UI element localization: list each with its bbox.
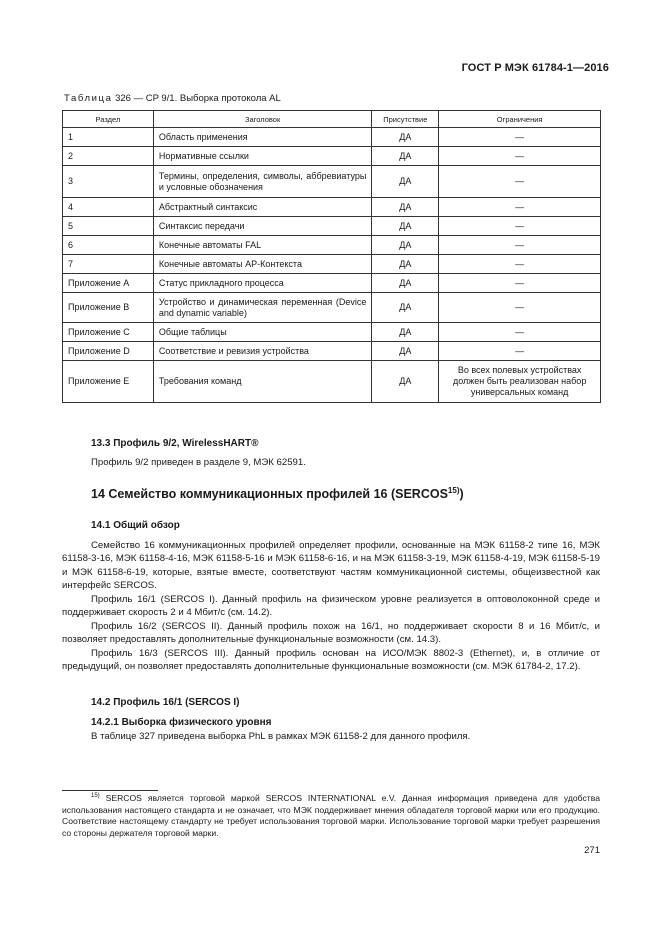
table-row — [63, 255, 601, 274]
cell-presence: ДА — [372, 274, 439, 293]
protocol-selection-table — [62, 110, 601, 403]
cell-title: Конечные автоматы AP-Контекста — [153, 255, 371, 274]
cell-section: 5 — [63, 217, 154, 236]
standard-designation: ГОСТ Р МЭК 61784-1—2016 — [461, 62, 609, 74]
section-14-2-heading: 14.2 Профиль 16/1 (SERCOS I) — [91, 697, 240, 708]
section-14-2-1-text: В таблице 327 приведена выборка PhL в рамках МЭК 61158-2 для данного профиля. — [91, 731, 471, 742]
cell-constraints: — — [439, 147, 601, 166]
table-row — [63, 128, 601, 147]
footnote-reference: 15) — [447, 485, 460, 495]
table-row — [63, 323, 601, 342]
cell-section: Приложение A — [63, 274, 154, 293]
column-header-presence: Присутствие — [372, 111, 439, 128]
table-row — [63, 342, 601, 361]
table-row — [63, 166, 601, 198]
table-caption-prefix: Таблица — [64, 93, 113, 104]
cell-title: Конечные автоматы FAL — [153, 236, 371, 255]
section-14-heading-text: 14 Семейство коммуникационных профилей 16 (SERCOS — [91, 487, 448, 501]
cell-title: Абстрактный синтаксис — [153, 198, 371, 217]
cell-section: 3 — [63, 166, 154, 198]
cell-section: 1 — [63, 128, 154, 147]
section-14-2-1-heading: 14.2.1 Выборка физического уровня — [91, 717, 272, 728]
cell-section: 7 — [63, 255, 154, 274]
cell-presence: ДА — [372, 166, 439, 198]
cell-title: Область применения — [153, 128, 371, 147]
table-row — [63, 198, 601, 217]
cell-constraints: — — [439, 255, 601, 274]
section-14-1-paragraph-4: Профиль 16/3 (SERCOS III). Данный профиль основан на ИСО/МЭК 8802-3 (Ethernet), и, в отличие от предыдущий, он позволяет предоставлять дополнительные функциональные возможности (см. МЭК 61784-2, 17.2). — [62, 648, 600, 673]
cell-constraints: — — [439, 293, 601, 323]
cell-title: Статус прикладного процесса — [153, 274, 371, 293]
cell-section: Приложение D — [63, 342, 154, 361]
table-row — [63, 293, 601, 323]
cell-title: Общие таблицы — [153, 323, 371, 342]
table-caption-text: 326 — CP 9/1. Выборка протокола AL — [112, 93, 281, 104]
cell-presence: ДА — [372, 293, 439, 323]
cell-constraints: — — [439, 166, 601, 198]
cell-section: Приложение B — [63, 293, 154, 323]
footnote-separator — [62, 790, 158, 791]
cell-presence: ДА — [372, 255, 439, 274]
cell-section: 2 — [63, 147, 154, 166]
cell-constraints: — — [439, 274, 601, 293]
footnote-text: SERCOS является торговой маркой SERCOS INTERNATIONAL e.V. Данная информация приведена для удобства использования настоящего стандарта и не означает, что МЭК поддерживает мнения обладателя торговой марки или его продукцию. Соответствие настоящему стандарту не требует использования торговой марки. Использование торговой марки требует разрешения со стороны держателя торговой марки. — [62, 793, 600, 838]
cell-section: 4 — [63, 198, 154, 217]
column-header-constraints: Ограничения — [439, 111, 601, 128]
cell-presence: ДА — [372, 198, 439, 217]
cell-presence: ДА — [372, 236, 439, 255]
section-14-heading-end: ) — [459, 487, 464, 501]
section-14-1-paragraph-2: Профиль 16/1 (SERCOS I). Данный профиль на физическом уровне реализуется в оптоволоконной среде и поддерживает скорость 2 и 4 Мбит/с (см. 14.2). — [62, 594, 600, 619]
table-row — [63, 361, 601, 403]
table-caption — [64, 93, 281, 104]
table-header-row — [63, 111, 601, 128]
cell-presence: ДА — [372, 342, 439, 361]
cell-section: Приложение C — [63, 323, 154, 342]
table-row — [63, 217, 601, 236]
cell-constraints: — — [439, 236, 601, 255]
cell-constraints: Во всех полевых устройствах должен быть реализован набор универсальных команд — [439, 361, 601, 403]
cell-title: Соответствие и ревизия устройства — [153, 342, 371, 361]
cell-constraints: — — [439, 128, 601, 147]
column-header-title: Заголовок — [153, 111, 371, 128]
footnote-marker: 15) — [91, 793, 100, 800]
cell-constraints: — — [439, 217, 601, 236]
section-14-1-heading: 14.1 Общий обзор — [91, 520, 180, 531]
cell-section: Приложение E — [63, 361, 154, 403]
cell-presence: ДА — [372, 361, 439, 403]
cell-title: Требования команд — [153, 361, 371, 403]
section-14-1-paragraph-3: Профиль 16/2 (SERCOS II). Данный профиль похож на 16/1, но поддерживает скорости 8 и 16 Мбит/с, и позволяет предоставлять дополнительные функциональные возможности (см. 14.3). — [62, 621, 600, 646]
section-14-heading — [91, 487, 464, 501]
footnote — [62, 793, 600, 839]
page-number: 271 — [584, 845, 600, 856]
cell-title: Синтаксис передачи — [153, 217, 371, 236]
table-row — [63, 274, 601, 293]
cell-constraints: — — [439, 198, 601, 217]
section-14-1-paragraph-1: Семейство 16 коммуникационных профилей определяет профили, основанные на МЭК 61158-2 типе 16, МЭК 61158-3-16, МЭК 61158-4-16, МЭК 61158-5-16 и МЭК 61158-6-16, и на МЭК 61158-3-19, МЭК 61158-4-19, МЭК 61158-5-19 и МЭК 61158-6-19, которые, взятые вместе, соответствуют частям коммуникационной системы, общеизвестной как интерфейс SERCOS. — [62, 540, 600, 592]
cell-title: Термины, определения, символы, аббревиатуры и условные обозначения — [153, 166, 371, 198]
cell-constraints: — — [439, 342, 601, 361]
section-13-3-heading: 13.3 Профиль 9/2, WirelessHART® — [91, 438, 259, 449]
table-row — [63, 147, 601, 166]
cell-section: 6 — [63, 236, 154, 255]
section-13-3-text: Профиль 9/2 приведен в разделе 9, МЭК 62591. — [91, 457, 306, 468]
column-header-section: Раздел — [63, 111, 154, 128]
cell-title: Устройство и динамическая переменная (Device and dynamic variable) — [153, 293, 371, 323]
cell-title: Нормативные ссылки — [153, 147, 371, 166]
cell-presence: ДА — [372, 147, 439, 166]
cell-constraints: — — [439, 323, 601, 342]
cell-presence: ДА — [372, 128, 439, 147]
cell-presence: ДА — [372, 217, 439, 236]
table-row — [63, 236, 601, 255]
cell-presence: ДА — [372, 323, 439, 342]
